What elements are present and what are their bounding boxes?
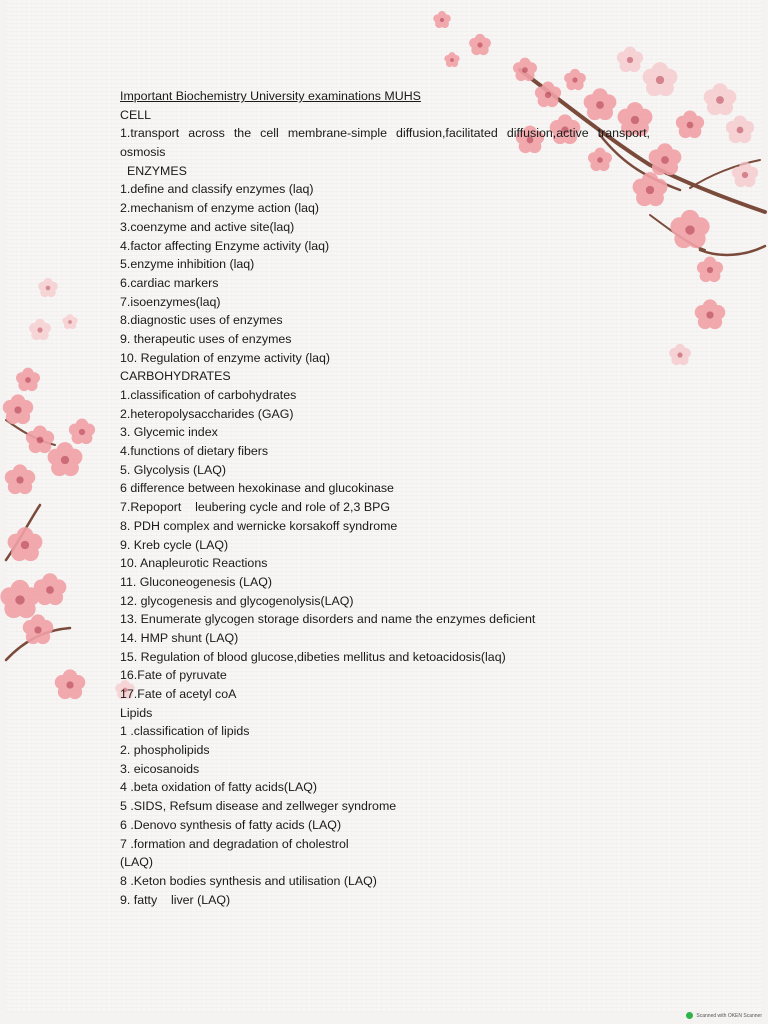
list-item: 17.Fate of acetyl coA xyxy=(120,687,237,702)
document-title: Important Biochemistry University examinations MUHS xyxy=(120,89,421,103)
list-item: 1.classification of carbohydrates xyxy=(120,388,297,403)
list-item: 3.coenzyme and active site(laq) xyxy=(120,219,295,234)
list-item: 16.Fate of pyruvate xyxy=(120,668,227,683)
list-item: 7 .formation and degradation of cholestrol xyxy=(120,836,349,851)
scanner-watermark xyxy=(686,1012,762,1019)
list-item: 4 .beta oxidation of fatty acids(LAQ) xyxy=(120,780,317,795)
list-item: 7.Repoport leubering cycle and role of 2,3 BPG xyxy=(120,500,390,515)
list-item: 9. therapeutic uses of enzymes xyxy=(120,331,292,346)
list-item: 2.mechanism of enzyme action (laq) xyxy=(120,201,320,216)
list-item: 5.enzyme inhibition (laq) xyxy=(120,257,255,272)
section-heading-lipids: Lipids xyxy=(120,705,153,720)
section-heading-enzymes: ENZYMES xyxy=(127,163,187,178)
list-item: 10. Regulation of enzyme activity (laq) xyxy=(120,350,331,365)
scanner-logo-icon xyxy=(686,1012,693,1019)
section-heading-carbohydrates: CARBOHYDRATES xyxy=(120,369,231,384)
list-item: 12. glycogenesis and glycogenolysis(LAQ) xyxy=(120,593,354,608)
list-item: 7.isoenzymes(laq) xyxy=(120,294,221,309)
section-heading-cell: CELL xyxy=(120,107,151,122)
list-item: 10. Anapleurotic Reactions xyxy=(120,556,268,571)
list-item: 5 .SIDS, Refsum disease and zellweger syndrome xyxy=(120,799,397,814)
list-item: 2. phospholipids xyxy=(120,743,210,758)
list-item: 14. HMP shunt (LAQ) xyxy=(120,630,239,645)
list-item: (LAQ) xyxy=(120,855,154,870)
list-item: 1.transport across the cell membrane-simple diffusion,facilitated diffusion,active transport, osmosis xyxy=(120,126,650,160)
list-item: 11. Gluconeogenesis (LAQ) xyxy=(120,574,272,589)
list-item: 3. Glycemic index xyxy=(120,425,218,440)
list-item: 9. Kreb cycle (LAQ) xyxy=(120,537,229,552)
list-item: 8. PDH complex and wernicke korsakoff syndrome xyxy=(120,518,398,533)
list-item: 4.functions of dietary fibers xyxy=(120,444,269,459)
list-item: 4.factor affecting Enzyme activity (laq) xyxy=(120,238,330,253)
list-item: 1 .classification of lipids xyxy=(120,724,250,739)
list-item: 1.define and classify enzymes (laq) xyxy=(120,182,314,197)
list-item: 6 .Denovo synthesis of fatty acids (LAQ) xyxy=(120,817,342,832)
list-item: 13. Enumerate glycogen storage disorders and name the enzymes deficient xyxy=(120,612,536,627)
list-item: 6 difference between hexokinase and glucokinase xyxy=(120,481,394,496)
scanner-watermark-text: Scanned with OKEN Scanner xyxy=(696,1012,762,1019)
list-item: 8.diagnostic uses of enzymes xyxy=(120,313,283,328)
list-item: 9. fatty liver (LAQ) xyxy=(120,892,231,907)
list-item: 6.cardiac markers xyxy=(120,275,219,290)
list-item: 3. eicosanoids xyxy=(120,761,200,776)
list-item: 5. Glycolysis (LAQ) xyxy=(120,462,227,477)
document-body xyxy=(120,87,650,909)
list-item: 15. Regulation of blood glucose,dibeties mellitus and ketoacidosis(laq) xyxy=(120,649,506,664)
list-item: 2.heteropolysaccharides (GAG) xyxy=(120,406,294,421)
list-item: 8 .Keton bodies synthesis and utilisation (LAQ) xyxy=(120,873,377,888)
